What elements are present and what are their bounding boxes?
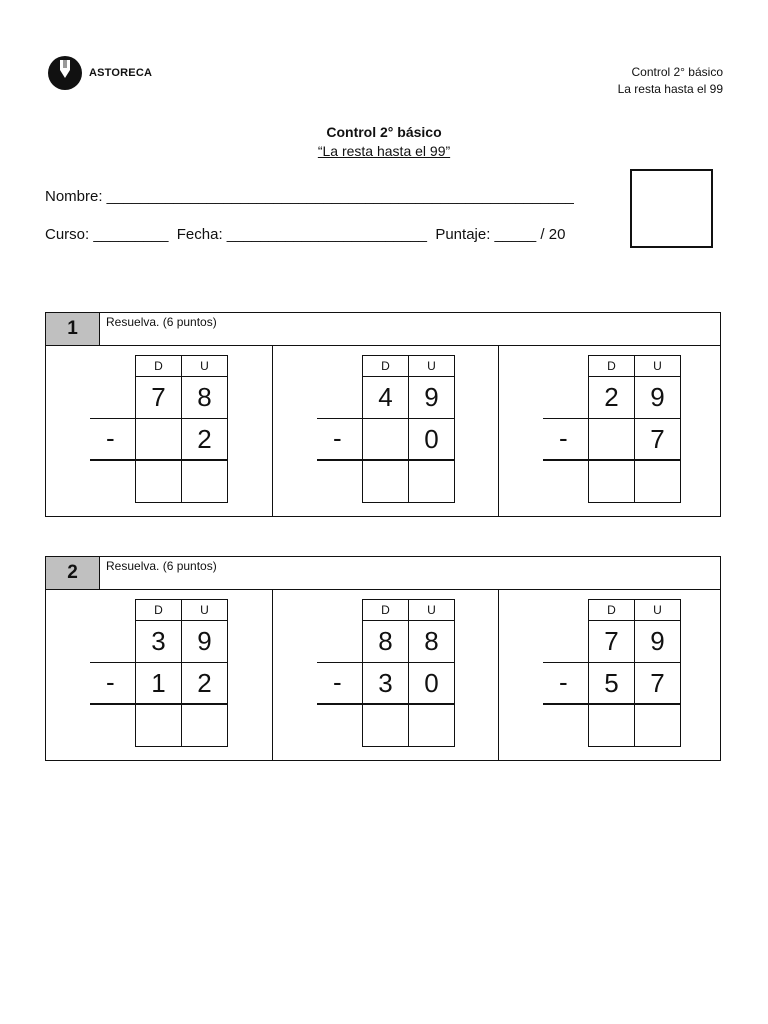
minus-sign: - [106, 667, 115, 697]
astoreca-logo-icon [48, 56, 82, 90]
tens-header: D [135, 355, 182, 377]
minuend-tens: 7 [588, 620, 635, 663]
section-header [46, 557, 720, 590]
result-line [317, 703, 455, 705]
subtrahend-units: 0 [408, 662, 455, 705]
minus-sign: - [559, 667, 568, 697]
subtrahend-tens [588, 418, 635, 461]
subtrahend-units: 0 [408, 418, 455, 461]
section-header [46, 313, 720, 346]
subtrahend-tens: 3 [362, 662, 409, 705]
curso-fecha-puntaje-line[interactable]: Curso: _________ Fecha: ________________________ Puntaje: _____ / 20 [45, 226, 566, 243]
minuend-tens: 4 [362, 376, 409, 419]
section-body [46, 346, 720, 518]
minuend-units: 8 [408, 620, 455, 663]
minuend-units: 9 [634, 620, 681, 663]
tens-header: D [588, 599, 635, 621]
header-course: Control 2° básico [631, 65, 723, 79]
page-subtitle: “La resta hasta el 99” [317, 143, 451, 159]
logo-text: ASTORECA [89, 67, 153, 79]
row-divider [543, 662, 589, 663]
minuend-units: 9 [181, 620, 228, 663]
exercise-section-1 [45, 312, 721, 517]
subtrahend-units: 7 [634, 418, 681, 461]
subtrahend-units: 2 [181, 662, 228, 705]
result-line [543, 703, 681, 705]
page-title: Control 2° básico [326, 124, 442, 140]
result-line [90, 703, 228, 705]
minus-sign: - [333, 667, 342, 697]
subtrahend-tens [135, 418, 182, 461]
row-divider [317, 662, 363, 663]
tens-header: D [362, 355, 409, 377]
answer-units-box[interactable] [408, 460, 455, 503]
section-number: 1 [46, 313, 100, 345]
minuend-tens: 3 [135, 620, 182, 663]
tens-header: D [135, 599, 182, 621]
row-divider [90, 662, 136, 663]
result-line [90, 459, 228, 461]
result-line [543, 459, 681, 461]
minuend-tens: 7 [135, 376, 182, 419]
subtraction-problem [272, 590, 498, 761]
answer-units-box[interactable] [408, 704, 455, 747]
answer-units-box[interactable] [181, 460, 228, 503]
minuend-units: 9 [408, 376, 455, 419]
answer-tens-box[interactable] [135, 460, 182, 503]
row-divider [317, 418, 363, 419]
minuend-units: 8 [181, 376, 228, 419]
exercise-section-2 [45, 556, 721, 761]
answer-tens-box[interactable] [588, 704, 635, 747]
header-topic: La resta hasta el 99 [617, 82, 723, 96]
minus-sign: - [559, 423, 568, 453]
answer-units-box[interactable] [181, 704, 228, 747]
subtraction-problem [272, 346, 498, 517]
minuend-tens: 8 [362, 620, 409, 663]
answer-tens-box[interactable] [588, 460, 635, 503]
score-box [630, 169, 713, 248]
answer-tens-box[interactable] [362, 460, 409, 503]
section-number: 2 [46, 557, 100, 589]
subtrahend-tens: 5 [588, 662, 635, 705]
tens-header: D [362, 599, 409, 621]
subtraction-problem [498, 590, 724, 761]
title-block [0, 123, 768, 161]
subtraction-problem [46, 346, 271, 517]
answer-units-box[interactable] [634, 460, 681, 503]
units-header: U [634, 599, 681, 621]
header-right [618, 64, 723, 98]
row-divider [90, 418, 136, 419]
subtrahend-units: 7 [634, 662, 681, 705]
section-body [46, 590, 720, 762]
section-instruction: Resuelva. (6 puntos) [106, 559, 217, 573]
units-header: U [634, 355, 681, 377]
section-instruction: Resuelva. (6 puntos) [106, 315, 217, 329]
subtraction-problem [46, 590, 271, 761]
minuend-units: 9 [634, 376, 681, 419]
subtraction-problem [498, 346, 724, 517]
subtrahend-tens: 1 [135, 662, 182, 705]
minus-sign: - [333, 423, 342, 453]
answer-tens-box[interactable] [135, 704, 182, 747]
answer-units-box[interactable] [634, 704, 681, 747]
subtrahend-tens [362, 418, 409, 461]
result-line [317, 459, 455, 461]
answer-tens-box[interactable] [362, 704, 409, 747]
astoreca-logo [48, 56, 152, 90]
subtrahend-units: 2 [181, 418, 228, 461]
units-header: U [181, 355, 228, 377]
tens-header: D [588, 355, 635, 377]
minuend-tens: 2 [588, 376, 635, 419]
minus-sign: - [106, 423, 115, 453]
row-divider [543, 418, 589, 419]
units-header: U [181, 599, 228, 621]
units-header: U [408, 355, 455, 377]
units-header: U [408, 599, 455, 621]
nombre-line[interactable]: Nombre: ________________________________________________________ [45, 188, 574, 205]
